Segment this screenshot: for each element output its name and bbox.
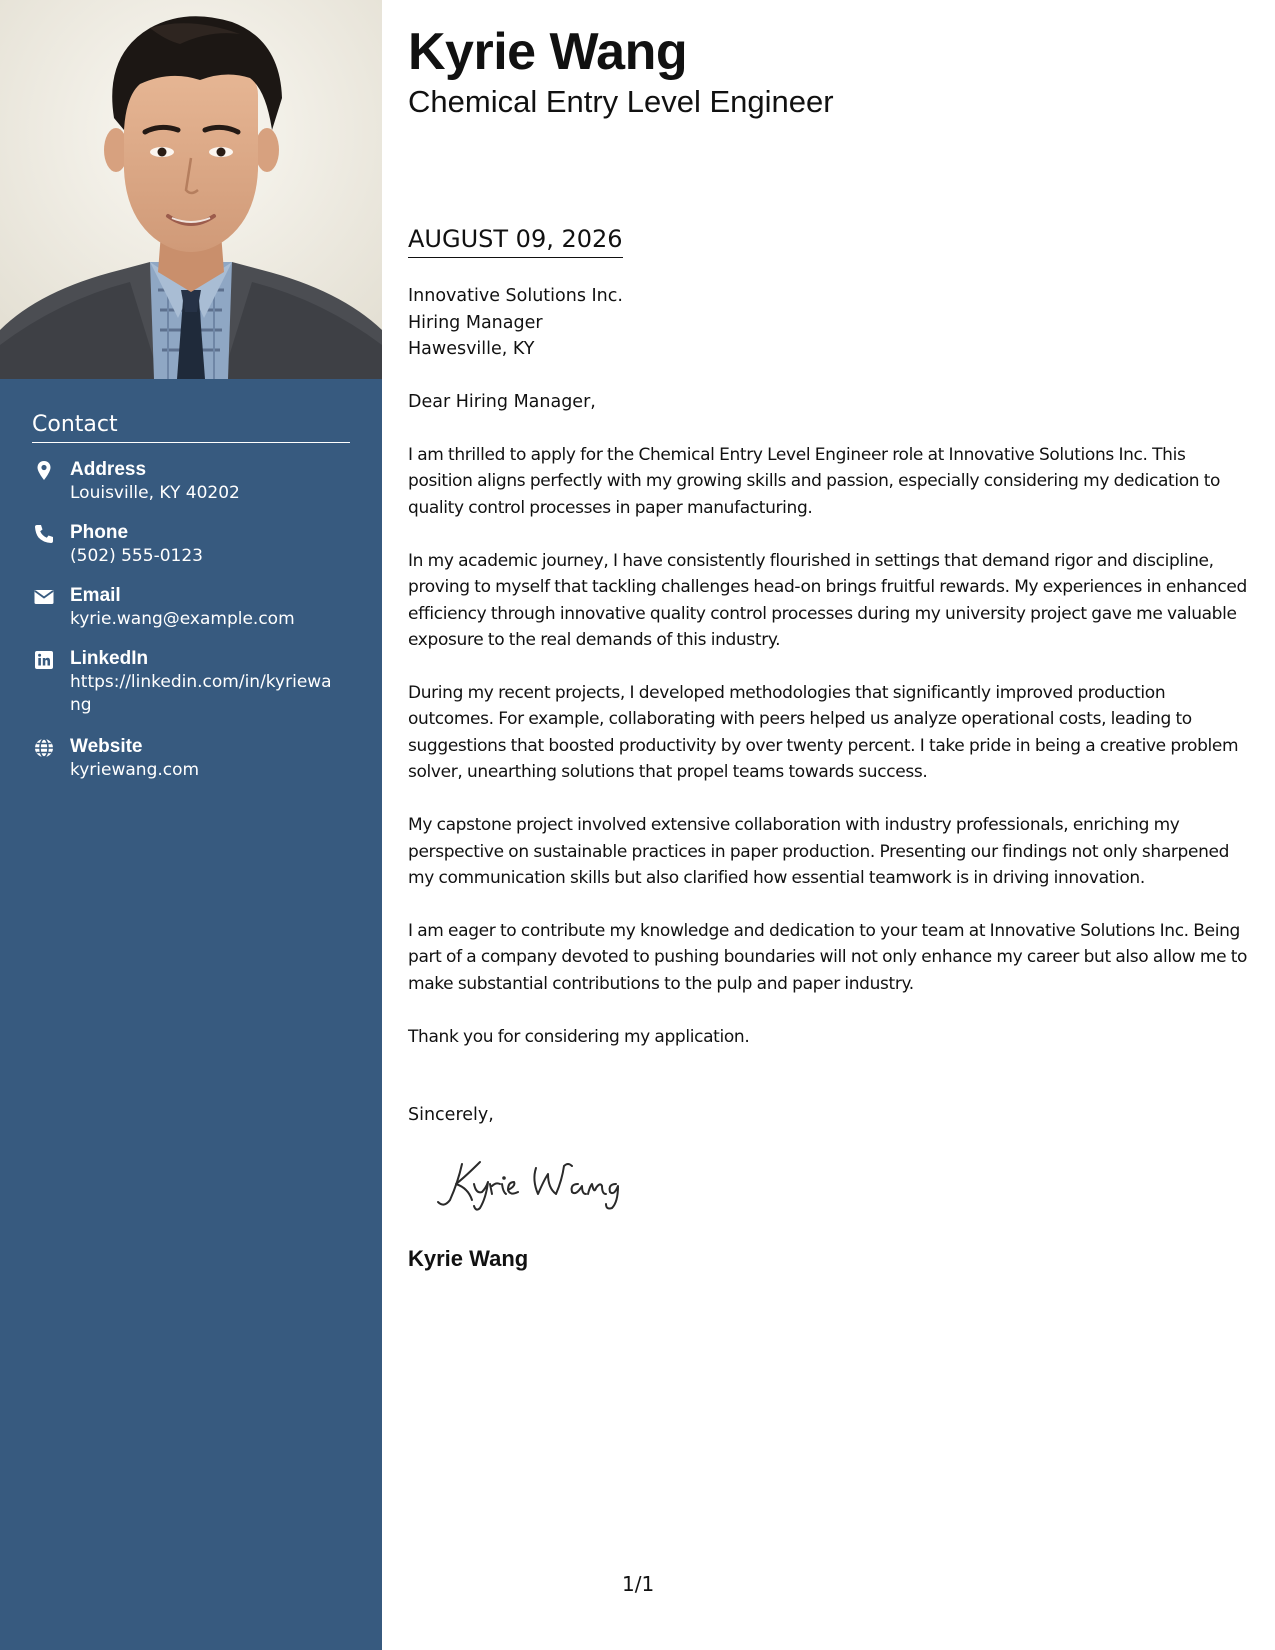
body-paragraph: Thank you for considering my application. (408, 1026, 750, 1047)
body-paragraph: In my academic journey, I have consistently flourished in settings that demand rigor and discipline, proving to myself that tackling challenges head-on brings fruitful rewards. My experiences in enhanced efficiency through innovative quality control processes during my university project gave me valuable exposure to the real demands of this industry. (408, 550, 1247, 651)
handwritten-signature (436, 1154, 646, 1212)
contact-label-email: Email (70, 585, 121, 606)
profile-photo (0, 0, 382, 379)
recipient-role: Hiring Manager (408, 312, 543, 333)
envelope-icon (32, 585, 56, 609)
contact-heading: Contact (32, 412, 350, 443)
phone-icon (32, 522, 56, 546)
job-title: Chemical Entry Level Engineer (408, 84, 834, 119)
applicant-name: Kyrie Wang (408, 23, 688, 81)
closing: Sincerely, (408, 1105, 494, 1125)
body-paragraph: I am eager to contribute my knowledge and dedication to your team at Innovative Solutions Inc. Being part of a company devoted to pushing boundaries will not only enhance my career but also allow me to make substantial contributions to the pulp and paper industry. (408, 921, 1248, 994)
sidebar (0, 0, 382, 1650)
contact-label-address: Address (70, 459, 147, 480)
page-number: 1/1 (622, 1572, 655, 1596)
salutation: Dear Hiring Manager, (408, 392, 596, 412)
contact-value-address: Louisville, KY 40202 (70, 483, 240, 503)
portrait-image (0, 0, 382, 379)
recipient-location: Hawesville, KY (408, 339, 535, 359)
contact-value-website[interactable]: kyriewang.com (70, 760, 200, 780)
contact-label-linkedin: LinkedIn (70, 648, 149, 669)
contact-label-website: Website (70, 736, 143, 757)
linkedin-icon (32, 648, 56, 672)
contact-value-linkedin[interactable]: https://linkedin.com/in/kyriewang (70, 672, 332, 715)
globe-icon (32, 736, 56, 760)
letter-body (408, 442, 1251, 1077)
body-paragraph: I am thrilled to apply for the Chemical Entry Level Engineer role at Innovative Solutions Inc. This position aligns perfectly with my growing skills and passion, especially considering my dedication to quality control processes in paper manufacturing. (408, 445, 1221, 518)
recipient-company: Innovative Solutions Inc. (408, 286, 623, 306)
body-paragraph: My capstone project involved extensive collaboration with industry professionals, enriching my perspective on sustainable practices in paper production. Presenting our findings not only sharpened my communication skills but also clarified how essential teamwork is in driving innovation. (408, 815, 1230, 889)
signature-name: Kyrie Wang (408, 1246, 529, 1271)
body-paragraph: During my recent projects, I developed methodologies that significantly improved production outcomes. For example, collaborating with peers helped us analyze operational costs, leading to suggestions that boosted productivity by over twenty percent. I take pride in being a creative problem solver, unearthing solutions that propel teams towards success. (408, 683, 1239, 783)
letter-date: AUGUST 09, 2026 (408, 224, 623, 258)
location-pin-icon (32, 459, 56, 483)
contact-label-phone: Phone (70, 522, 129, 543)
recipient-block (408, 283, 623, 363)
contact-value-email[interactable]: kyrie.wang@example.com (70, 609, 295, 629)
contact-value-phone: (502) 555-0123 (70, 546, 203, 566)
